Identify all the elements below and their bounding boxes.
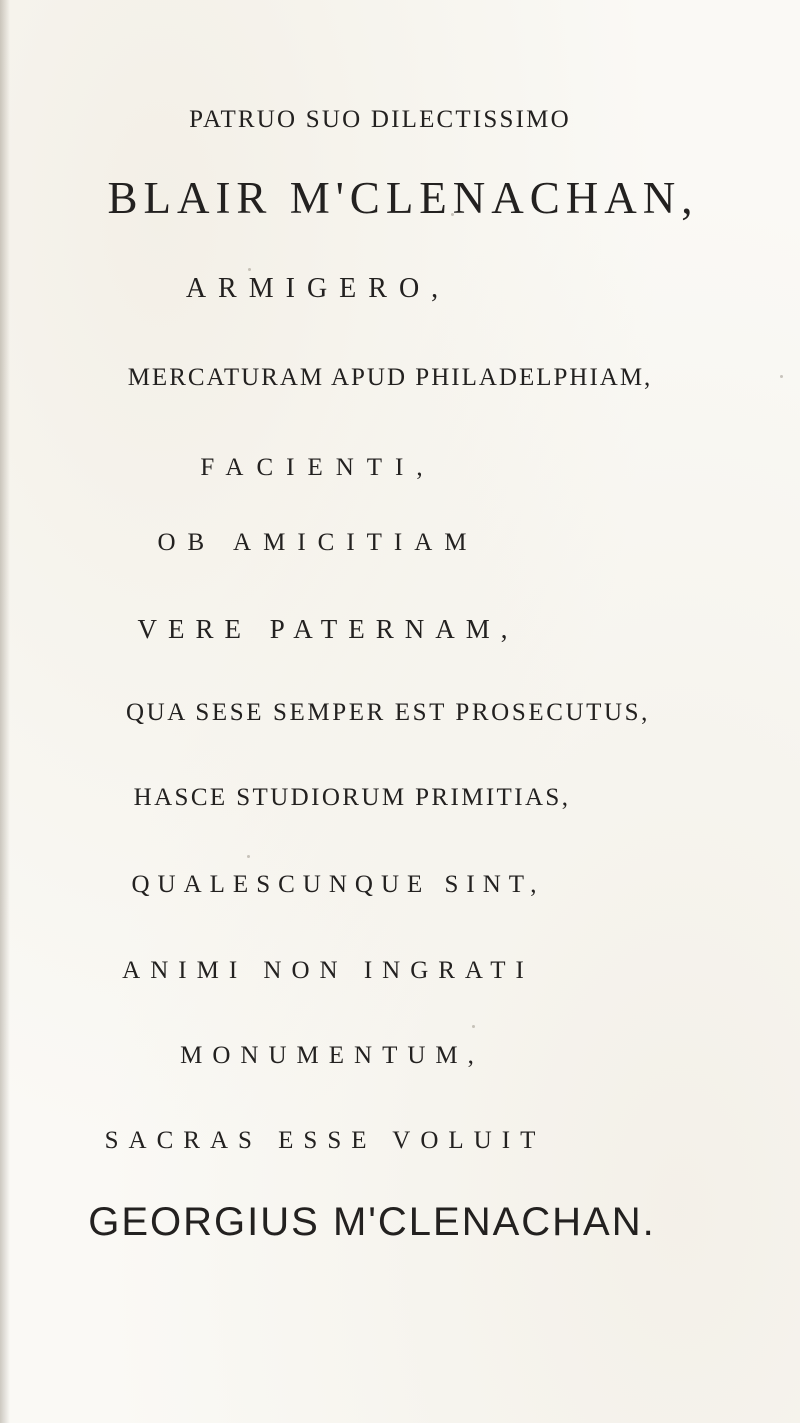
dedication-line-13: SACRAS ESSE VOLUIT bbox=[104, 1127, 546, 1154]
dedication-line-5: FACIENTI, bbox=[200, 454, 436, 481]
paper-speck bbox=[451, 213, 454, 216]
dedication-signature: GEORGIUS M'CLENACHAN. bbox=[88, 1200, 656, 1244]
dedication-line-11: ANIMI NON INGRATI bbox=[122, 957, 534, 984]
dedication-line-3: ARMIGERO, bbox=[185, 273, 451, 304]
paper-speck bbox=[780, 375, 783, 378]
dedication-line-10: QUALESCUNQUE SINT, bbox=[131, 871, 545, 898]
paper-speck bbox=[248, 268, 251, 271]
paper-speck bbox=[247, 855, 250, 858]
paper-speck bbox=[472, 1025, 475, 1028]
dedication-line-1: PATRUO SUO DILECTISSIMO bbox=[189, 106, 571, 133]
dedication-line-9: HASCE STUDIORUM PRIMITIAS, bbox=[133, 784, 571, 811]
dedication-line-8: QUA SESE SEMPER EST PROSECUTUS, bbox=[126, 699, 650, 726]
dedication-line-7: VERE PATERNAM, bbox=[137, 614, 519, 644]
dedication-line-12: MONUMENTUM, bbox=[180, 1042, 484, 1069]
dedication-line-6: OB AMICITIAM bbox=[157, 529, 479, 556]
dedication-name-heading: BLAIR M'CLENACHAN, bbox=[107, 173, 699, 223]
dedication-line-4: MERCATURAM APUD PHILADELPHIAM, bbox=[127, 364, 653, 391]
